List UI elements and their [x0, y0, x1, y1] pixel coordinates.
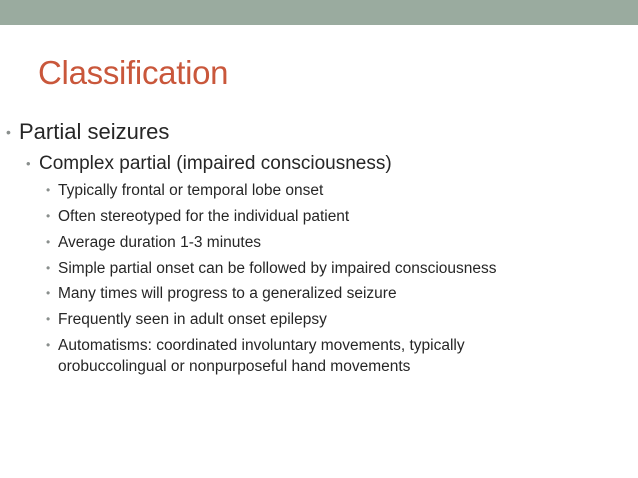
bullet-dot: •	[46, 312, 51, 326]
bullet-text: Simple partial onset can be followed by impaired consciousness	[58, 260, 497, 277]
bullet-dot: •	[46, 235, 51, 249]
bullet-dot: •	[26, 156, 31, 171]
bullet-text: Average duration 1-3 minutes	[58, 234, 262, 251]
bullet-text: Automatisms: coordinated involuntary movements, typically orobuccolingual or nonpurposeful hand movements	[58, 337, 465, 375]
bullet-level3	[46, 180, 324, 201]
bullet-dot: •	[46, 261, 51, 275]
header-color-bar	[0, 0, 638, 25]
bullet-level3	[46, 309, 327, 330]
bullet-dot: •	[46, 209, 51, 223]
slide-title: Classification	[38, 54, 229, 91]
bullet-level3	[46, 206, 350, 227]
bullet-dot: •	[46, 338, 51, 352]
bullet-text: Partial seizures	[19, 119, 170, 144]
bullet-level3	[46, 232, 262, 253]
bullet-level3	[46, 335, 558, 377]
bullet-level3	[46, 258, 497, 279]
bullet-level3	[46, 283, 397, 304]
bullet-text: Often stereotyped for the individual patient	[58, 208, 350, 225]
bullet-level2	[26, 152, 392, 175]
bullet-text: Frequently seen in adult onset epilepsy	[58, 311, 327, 328]
bullet-text: Many times will progress to a generalized seizure	[58, 285, 397, 302]
bullet-level1	[6, 119, 170, 145]
bullet-dot: •	[46, 183, 51, 197]
bullet-text: Complex partial (impaired consciousness)	[39, 153, 392, 174]
bullet-text: Typically frontal or temporal lobe onset	[58, 182, 324, 199]
bullet-dot: •	[6, 124, 11, 140]
bullet-dot: •	[46, 286, 51, 300]
